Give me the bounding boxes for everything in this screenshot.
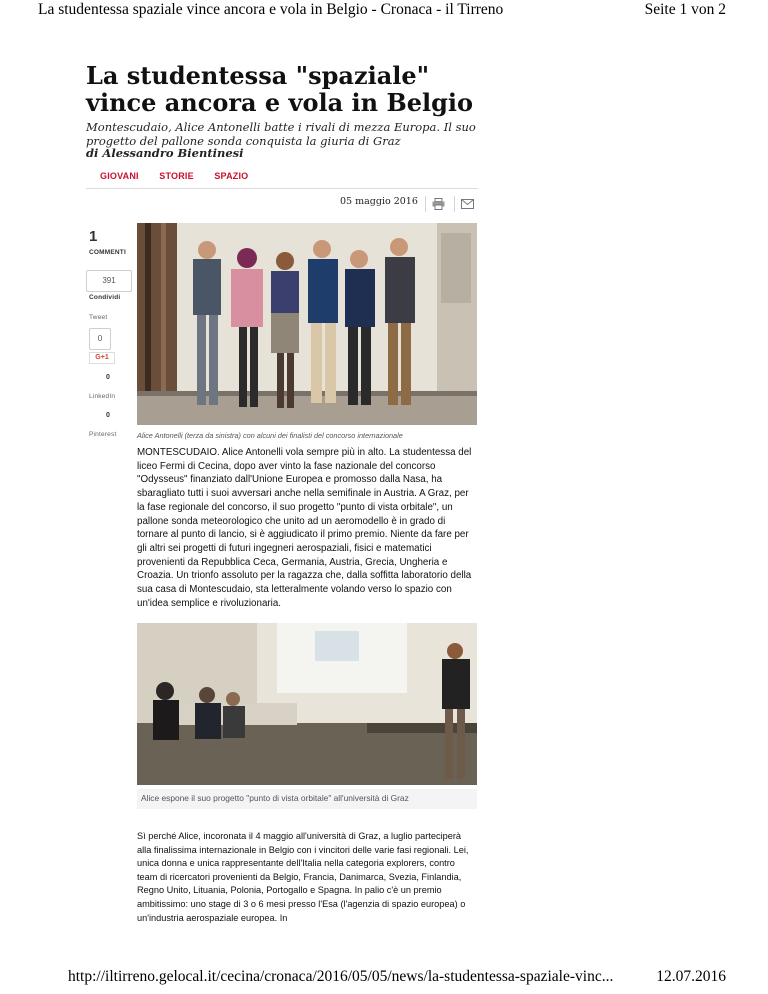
article-headline: La studentessa "spaziale" vince ancora e vola in Belgio bbox=[86, 61, 474, 117]
comments-label[interactable]: COMMENTI bbox=[89, 249, 126, 256]
gplus-count: 0 bbox=[106, 374, 110, 381]
linkedin-button[interactable]: LinkedIn bbox=[89, 393, 116, 400]
gplus-count-box: 0 bbox=[89, 328, 111, 350]
tag-giovani[interactable]: GIOVANI bbox=[100, 171, 139, 181]
tag-storie[interactable]: STORIE bbox=[159, 171, 194, 181]
tweet-button[interactable]: Tweet bbox=[89, 314, 108, 321]
article-paragraph: Sì perché Alice, incoronata il 4 maggio all'università di Graz, a luglio parteciperà alla finalissima internazionale in Belgio con i vincitori delle varie fasi regionali. Lei, unica donna e unica rappresentante dell'Italia nella categoria explorers, contro team di ricercatori provenienti da Belgio, Francia, Danimarca, Svezia, Finlandia, Regno Unito, Lituania, Polonia, Portogallo e Spagna. In palio c'è un premio ambitissimo: uno stage di 3 o 6 mesi presso l'Esa (l'agenzia di spazio europea) o un'industria aerospaziale europea. In bbox=[137, 831, 469, 923]
print-header-page: Seite 1 von 2 bbox=[644, 1, 726, 18]
divider bbox=[425, 196, 426, 212]
print-header-title: La studentessa spaziale vince ancora e vola in Belgio - Cronaca - il Tirreno bbox=[38, 1, 504, 18]
comments-count[interactable]: 1 bbox=[89, 228, 98, 245]
divider bbox=[454, 196, 455, 212]
presentation-photo bbox=[137, 623, 477, 785]
photo2-caption: Alice espone il suo progetto "punto di vista orbitale" all'università di Graz bbox=[141, 793, 409, 803]
linkedin-count: 0 bbox=[106, 412, 110, 419]
print-footer bbox=[0, 968, 768, 992]
article-paragraph: MONTESCUDAIO. Alice Antonelli vola sempre più in alto. La studentessa del liceo Fermi di Cecina, dopo aver vinto la fase nazionale del concorso "Odysseus" finanziato dall'Unione Europea e promosso dalla Nasa, ha sbaragliato tutti i suoi avversari anche nella semifinale in Austria. A Graz, per la fase regionale del concorso, il suo progetto "punto di vista orbitale", un pallone sonda meteorologico che unito ad un aeromodello è in grado di tornare al punto di lancio, si è aggiudicato il primo premio. Niente da fare per gli altri sei progetti di futuri ingegneri aerospaziali, fisici e matematici provenienti da Repubblica Ceca, Germania, Austria, Grecia, Ungheria e Croazia. Un trionfo assoluto per la ragazza che, dalla soffitta laboratorio della sua casa di Montescudaio, sta letteralmente volando verso lo spazio con un'idea semplice e rivoluzionaria. bbox=[137, 447, 472, 609]
photo2-caption-bar bbox=[137, 789, 477, 809]
share-count-box: 391 bbox=[86, 270, 132, 292]
tag-list bbox=[100, 171, 266, 181]
article-date: 05 maggio 2016 bbox=[340, 196, 418, 207]
print-header bbox=[0, 0, 768, 28]
divider bbox=[86, 188, 478, 189]
pinterest-button[interactable]: Pinterest bbox=[89, 431, 117, 438]
article-author[interactable]: di Alessandro Bientinesi bbox=[86, 146, 244, 160]
article-subtitle: Montescudaio, Alice Antonelli batte i rivali di mezza Europa. Il suo progetto del pallone sonda conquista la giuria di Graz bbox=[86, 120, 476, 148]
mail-icon[interactable] bbox=[461, 199, 474, 209]
print-footer-date: 12.07.2016 bbox=[656, 968, 726, 985]
tag-spazio[interactable]: SPAZIO bbox=[214, 171, 249, 181]
print-icon[interactable] bbox=[432, 198, 445, 210]
finalists-photo bbox=[137, 223, 477, 425]
print-footer-url[interactable]: http://iltirreno.gelocal.it/cecina/cronaca/2016/05/05/news/la-studentessa-spaziale-vinc... bbox=[68, 968, 614, 985]
facebook-share-button[interactable]: Condividi bbox=[89, 294, 121, 301]
gplus-button[interactable]: G+1 bbox=[89, 352, 115, 364]
photo1-caption: Alice Antonelli (terza da sinistra) con alcuni dei finalisti del concorso internazionale bbox=[137, 431, 403, 440]
